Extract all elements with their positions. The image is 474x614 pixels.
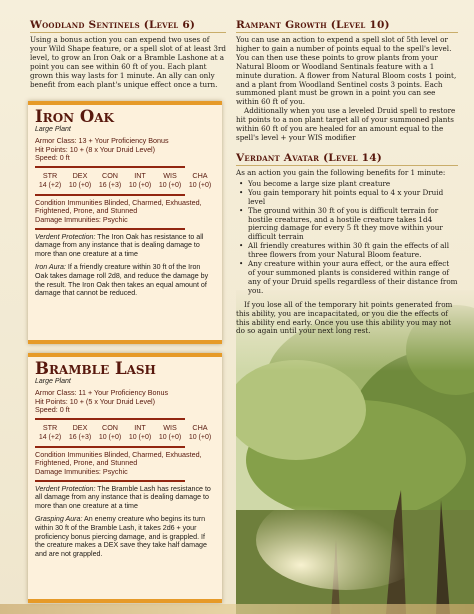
verdant-section (236, 152, 458, 336)
divider (35, 194, 185, 196)
verdant-closing: If you lose all of the temporary hit points generated from this ability, you are incapacitated, or you die the effects of this ability end early. Once you use this ability you may not do so again until your next long rest. (236, 299, 453, 336)
divider (35, 446, 185, 448)
ability-value: 16 (+3) (98, 181, 122, 189)
trait-verdent-protection (35, 485, 215, 511)
trait-name: Grasping Aura: (35, 515, 83, 524)
ability-scores (35, 423, 215, 443)
trait-text: If a friendly creature within 30 ft of the Iron Oak takes damage roll 2d8, and reduce the damage by the result. The Iron Oak then takes an equal amount of damage that cannot be reduced. (35, 263, 209, 298)
ability-value: 10 (+0) (158, 181, 182, 189)
ability-value: 16 (+3) (68, 433, 92, 441)
forest-artwork (236, 290, 474, 614)
rampant-section (236, 19, 458, 143)
statblock-type: Large Plant (35, 378, 71, 385)
ability-scores (35, 171, 215, 191)
list-item: • Any creature within your aura effect, or the aura effect of your summoned plants is considered within range of any of your Druid spells regardless of their distance from you. (248, 260, 458, 296)
ability-header: STR (42, 422, 58, 432)
verdant-benefits-list (236, 180, 458, 296)
footer-bar (0, 604, 474, 614)
trait-iron-aura (35, 263, 215, 297)
ability-value: 10 (+0) (188, 181, 212, 189)
list-item: • You gain temporary hit points equal to 4 x your Druid level (248, 189, 458, 207)
ability-header: CON (102, 170, 118, 180)
hit-points: Hit Points: 10 + (8 x Your Druid Level) (35, 144, 156, 154)
speed: Speed: 0 ft (35, 153, 70, 163)
woodland-section (30, 19, 226, 89)
ability-value: 10 (+0) (128, 181, 152, 189)
damage-immunities: Damage Immunities: Psychic (35, 214, 128, 224)
ability-header: DEX (72, 170, 88, 180)
damage-immunities: Damage Immunities: Psychic (35, 466, 128, 476)
ability-value: 10 (+0) (128, 433, 152, 441)
statblock-name: Iron Oak (35, 107, 114, 126)
ability-header: INT (134, 170, 146, 180)
ability-value: 10 (+0) (98, 433, 122, 441)
ability-value: 10 (+0) (68, 181, 92, 189)
woodland-text: Using a bonus action you can expend two uses of your Wild Shape feature, or a spell slot of at least 3rd level, to grow an Iron Oak or a Bramble Lashone at a point you can see within 60 ft of you. Each plant grown this way lasts for 1 minute. An ally can only benefit from each plant's unique effect once a turn. (30, 35, 227, 89)
trait-text: The Iron Oak has resistance to all damage from any instance that is dealing damage to more than one creature at a time (35, 232, 204, 258)
ability-header: INT (134, 422, 146, 432)
trait-name: Verdent Protection: (35, 484, 96, 493)
ability-header: WIS (163, 170, 177, 180)
divider (35, 166, 185, 168)
list-item: • The ground within 30 ft of you is difficult terrain for hostile creatures, and a hostile creature takes 1d4 piercing damage for every 5 ft they move within your difficult terrain (248, 207, 458, 243)
list-item: • All friendly creatures within 30 ft gain the effects of all three flowers from your Natural Bloom feature. (248, 242, 458, 260)
rampant-text-2: Additionally when you use a leveled Druid spell to restore hit points to a non plant target all of your summoned plants within 60 ft of you are healed for an amount equal to the spell's level + your WIS modifier (236, 106, 456, 142)
ability-header: WIS (163, 422, 177, 432)
verdant-intro: As an action you gain the following benefits for 1 minute: (236, 168, 446, 177)
ability-value: 10 (+0) (158, 433, 182, 441)
trait-verdent-protection (35, 233, 215, 259)
ability-value: 14 (+2) (38, 181, 62, 189)
divider (35, 418, 185, 420)
speed: Speed: 0 ft (35, 405, 70, 415)
trait-grasping-aura (35, 515, 215, 558)
armor-class: Armor Class: 11 + Your Proficiency Bonus (35, 388, 169, 397)
ability-header: CHA (192, 170, 208, 180)
bramble-lash-statblock (28, 353, 222, 603)
ability-value: 14 (+2) (38, 433, 62, 441)
condition-immunities: Condition Immunities Blinded, Charmed, Exhuasted, Frightened, Prone, and Stunned (35, 449, 202, 468)
divider (35, 228, 185, 230)
statblock-type: Large Plant (35, 126, 71, 133)
woodland-heading: Woodland Sentinels (Level 6) (30, 19, 226, 33)
ability-header: DEX (72, 422, 88, 432)
iron-oak-statblock (28, 101, 222, 344)
statblock-name: Bramble Lash (35, 359, 156, 378)
trait-text: An enemy creature who begins its turn within 30 ft of the Bramble Lash, it takes 2d6 + your proficiency bonus piercing damage, and is grappled. If the creature makes a DEX save they take half damage and are not grappled. (35, 515, 207, 558)
trait-name: Iron Aura: (35, 263, 66, 272)
ability-value: 10 (+0) (188, 433, 212, 441)
armor-class: Armor Class: 13 + Your Proficiency Bonus (35, 136, 169, 145)
list-item: • You become a large size plant creature (248, 180, 458, 189)
divider (35, 480, 185, 482)
condition-immunities: Condition Immunities Blinded, Charmed, Exhuasted, Frightened, Prone, and Stunned (35, 197, 202, 216)
rampant-heading: Rampant Growth (Level 10) (236, 19, 458, 33)
verdant-heading: Verdant Avatar (Level 14) (236, 152, 458, 166)
hit-points: Hit Points: 10 + (5 x Your Druid Level) (35, 396, 156, 406)
ability-header: CON (102, 422, 118, 432)
trait-text: The Bramble Lash has resistance to all damage from any instance that is dealing damage to more than one creature at a time (35, 484, 211, 510)
ability-header: STR (42, 170, 58, 180)
ability-header: CHA (192, 422, 208, 432)
trait-name: Verdent Protection: (35, 232, 96, 241)
rampant-text-1: You can use an action to expend a spell slot of 5th level or higher to gain a number of points equal to the spell's level. You can then use these points to grow plants from your Natural Bloom or Woodland Sentinals feature with a 1 minute duration. A flower from Natural Bloom costs 1 point, and a plant from Woodland Sentinel costs 3 points. Each summoned plant must be grown in a point you can see within 60 ft of you. (236, 35, 457, 107)
